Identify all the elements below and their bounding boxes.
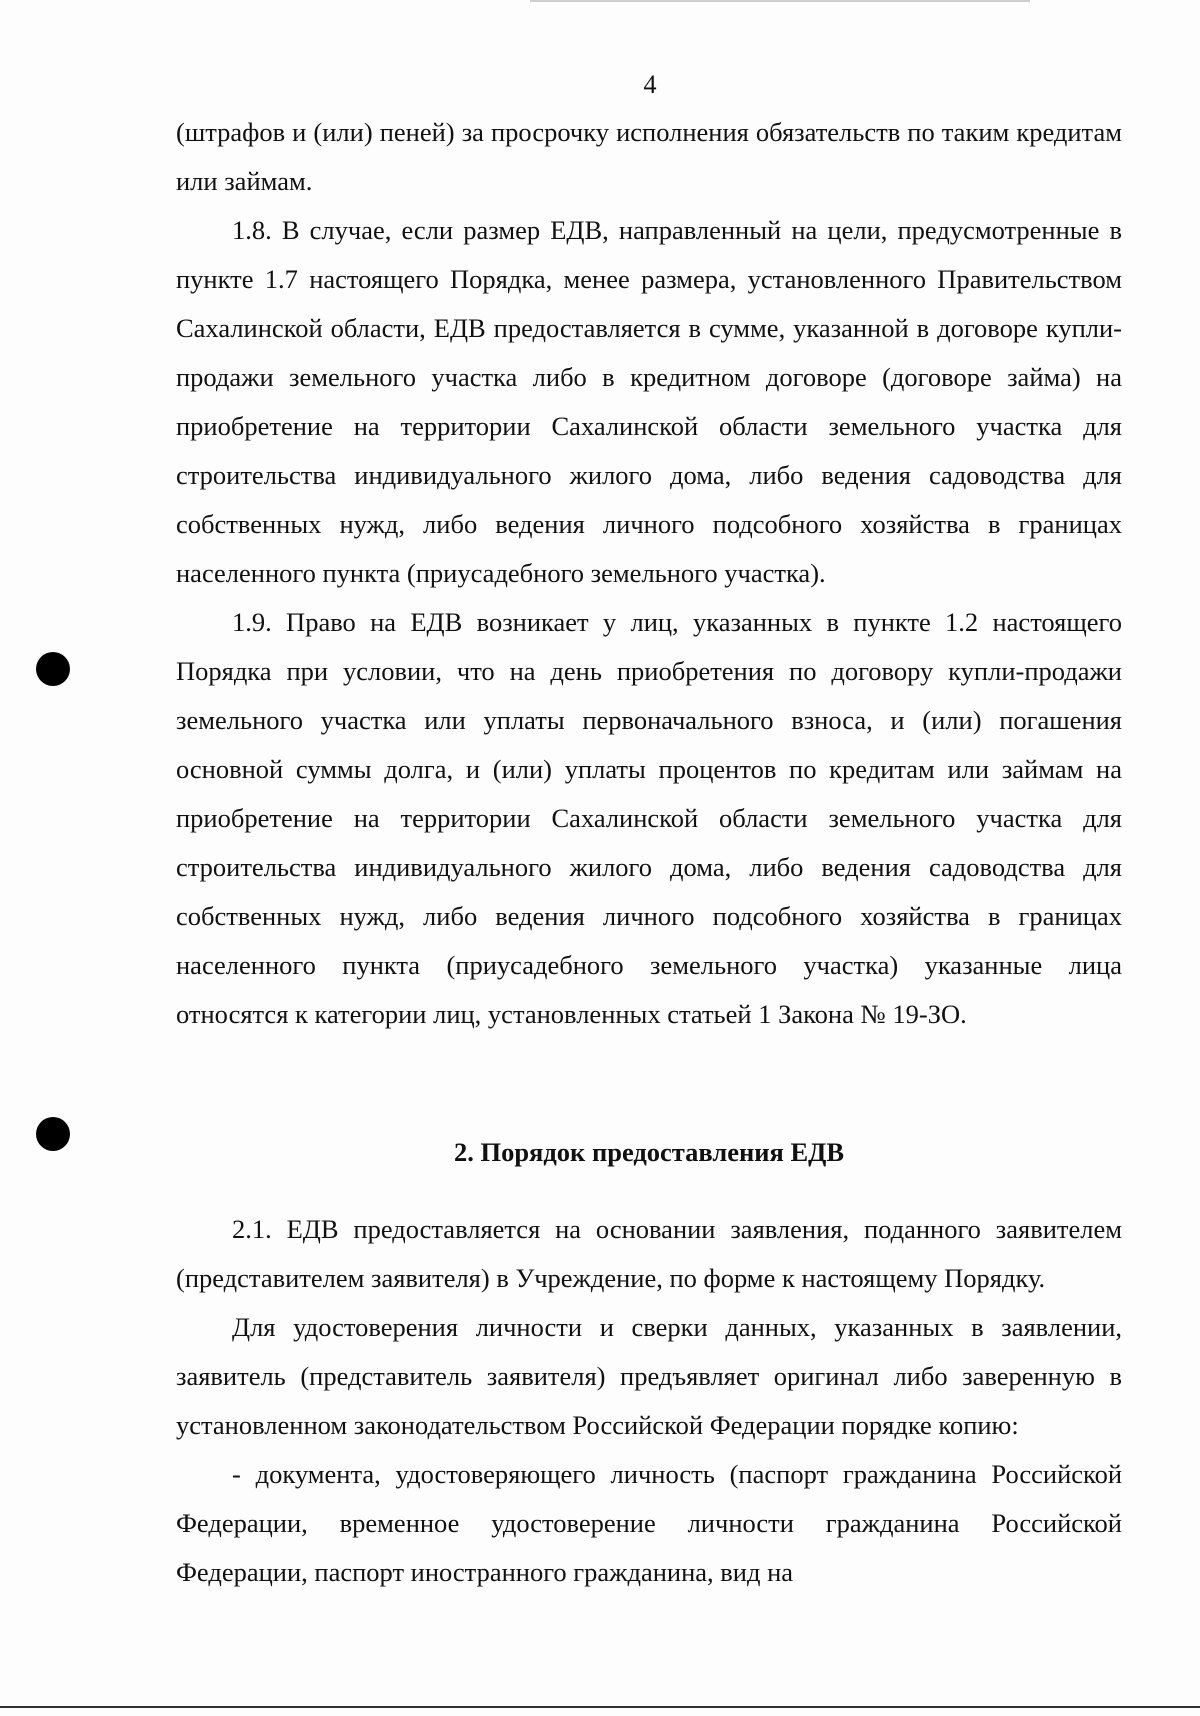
section-heading: 2. Порядок предоставления ЕДВ — [453, 1137, 845, 1167]
paragraph-1-8: 1.8. В случае, если размер ЕДВ, направленный на цели, предусмотренные в пункте 1.7 настоящего Порядка, менее размера, установленного Правительством Сахалинской области, ЕДВ предоставляется в сумме, указанной в договоре купли-продажи земельного участка либо в кредитном договоре (договоре займа) на приобретение на территории Сахалинской области земельного участка для строительства индивидуального жилого дома, либо ведения садоводства для собственных нужд, либо ведения личного подсобного хозяйства в границах населенного пункта (приусадебного земельного участка). — [176, 215, 1122, 588]
paragraph-identity-verification: Для удостоверения личности и сверки данных, указанных в заявлении, заявитель (представитель заявителя) предъявляет оригинал либо заверенную в установленном законодательством Российской Федерации порядке копию: — [176, 1312, 1122, 1440]
top-scan-edge — [530, 0, 1030, 2]
hole-punch-mark-upper — [36, 652, 70, 686]
paragraph-1-9: 1.9. Право на ЕДВ возникает у лиц, указанных в пункте 1.2 настоящего Порядка при условии, что на день приобретения по договору купли-продажи земельного участка или уплаты первоначального взноса, и (или) погашения основной суммы долга, и (или) уплаты процентов по кредитам или займам на приобретение на территории Сахалинской области земельного участка для строительства индивидуального жилого дома, либо ведения садоводства для собственных нужд, либо ведения личного подсобного хозяйства в границах населенного пункта (приусадебного земельного участка) указанные лица относятся к категории лиц, установленных статьей 1 Закона № 19-ЗО. — [176, 607, 1122, 1029]
hole-punch-mark-lower — [36, 1117, 70, 1151]
paragraph-continuation: (штрафов и (или) пеней) за просрочку исполнения обязательств по таким кредитам или займам. — [176, 117, 1122, 196]
list-item-identity-document: - документа, удостоверяющего личность (паспорт гражданина Российской Федерации, временное удостоверение личности гражданина Российской Федерации, паспорт иностранного гражданина, вид на — [176, 1459, 1122, 1587]
body-text-bottom — [176, 1205, 1122, 1597]
page-number: 4 — [643, 70, 657, 99]
body-text-top — [176, 108, 1122, 1039]
paragraph-2-1: 2.1. ЕДВ предоставляется на основании заявления, поданного заявителем (представителем заявителя) в Учреждение, по форме к настоящему Порядку. — [176, 1214, 1122, 1293]
bottom-scan-edge — [0, 1706, 1200, 1708]
